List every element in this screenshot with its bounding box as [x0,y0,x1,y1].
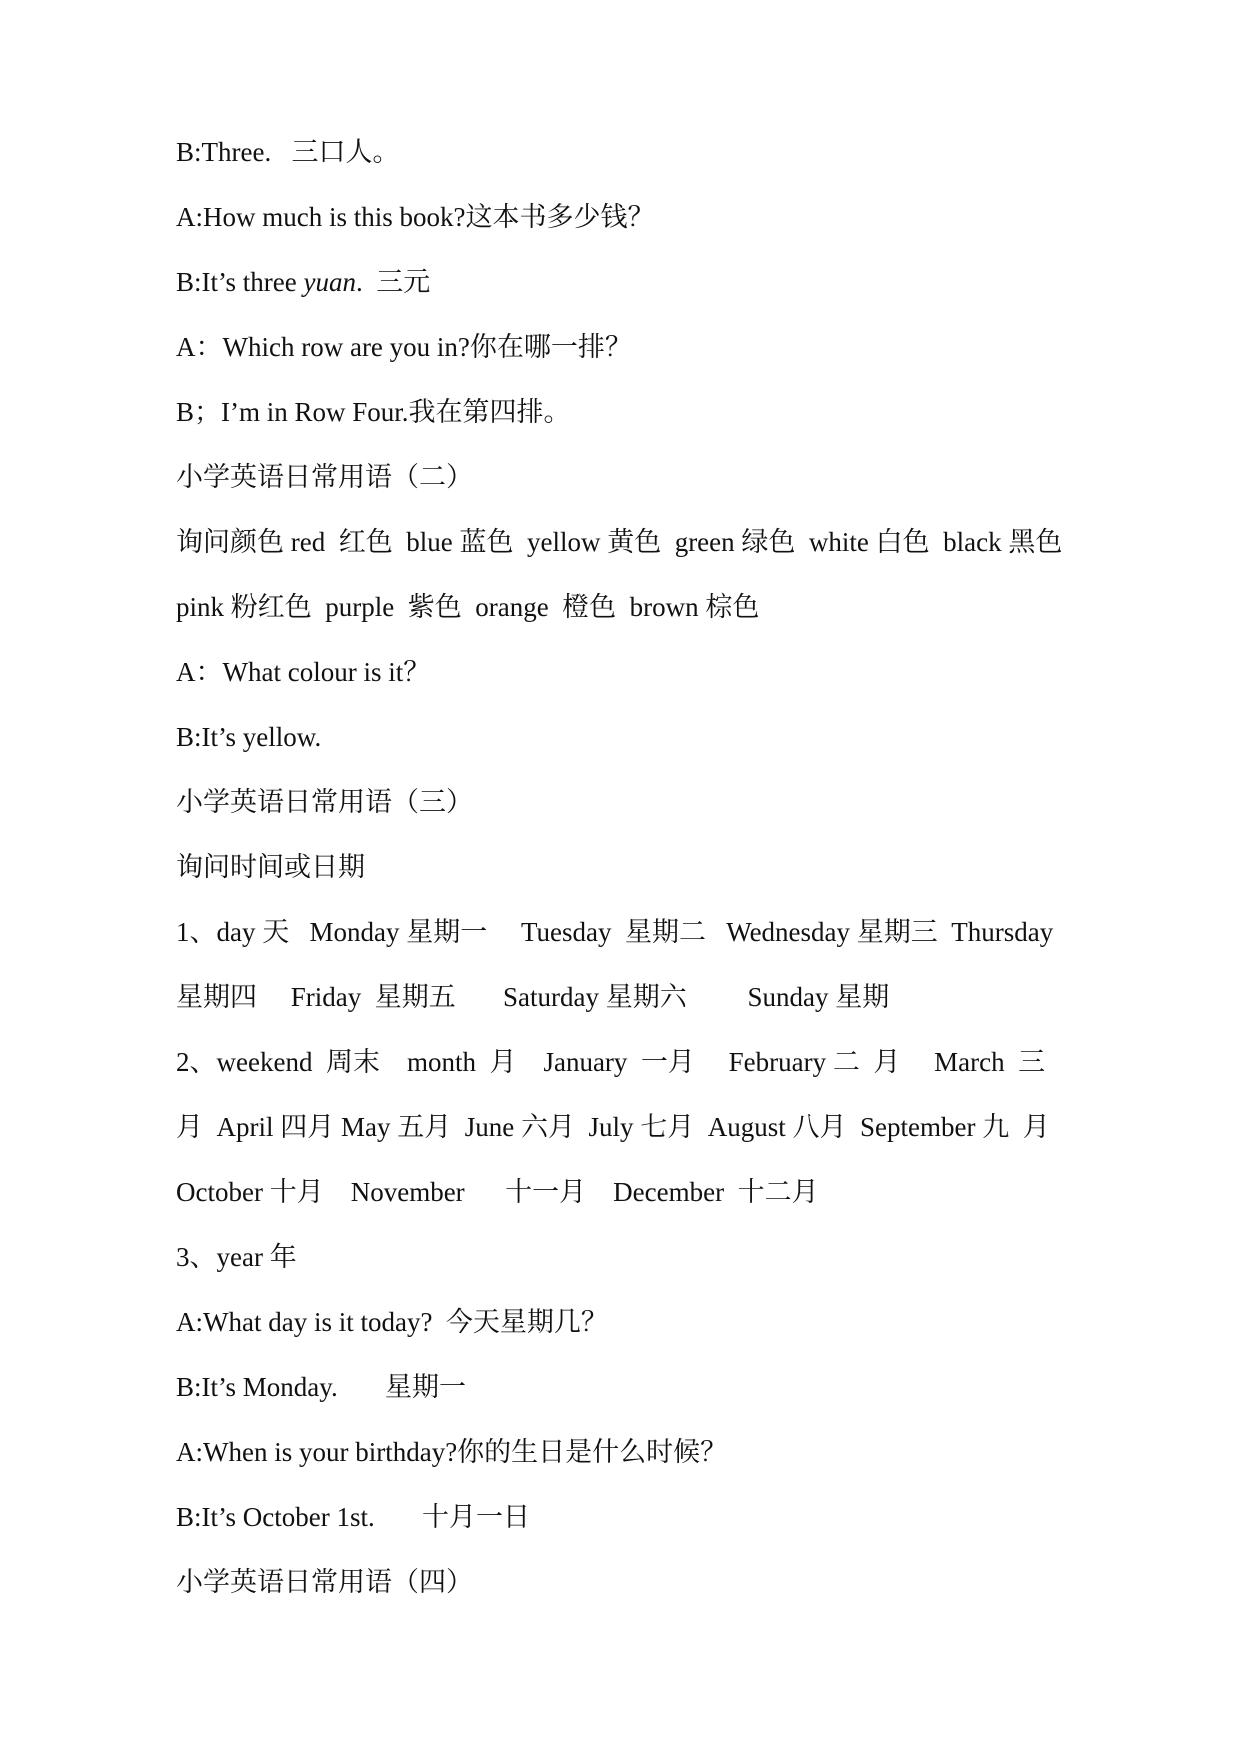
text-segment: B:Three. 三口人。 [176,137,400,167]
text-line [176,1355,1166,1420]
text-line [176,120,1166,185]
text-line [176,1225,1166,1290]
text-segment: 小学英语日常用语（四） [176,1567,473,1597]
text-segment: 询问颜色 red 红色 blue 蓝色 yellow 黄色 green 绿色 white 白色 black 黑色 [176,527,1063,557]
text-segment: B:It’s three [176,267,304,297]
text-segment: A:How much is this book?这本书多少钱？ [176,202,655,232]
text-segment: . 三元 [355,267,431,297]
text-segment: B；I’m in Row Four.我在第四排。 [176,397,571,427]
text-segment: 2、weekend 周末 month 月 January 一月 February 二 月 March 三 [176,1047,1046,1077]
text-segment: 询问时间或日期 [176,852,365,882]
text-line [176,185,1166,250]
text-segment: A:When is your birthday?你的生日是什么时候？ [176,1437,728,1467]
text-line [176,900,1166,965]
text-line [176,1095,1166,1160]
text-segment: 1、day 天 Monday 星期一 Tuesday 星期二 Wednesday 星期三 Thursday [176,917,1054,947]
section-heading [176,445,1166,510]
text-segment: October 十月 November 十一月 December 十二月 [176,1177,819,1207]
text-line [176,965,1166,1030]
text-segment: 3、year 年 [176,1242,297,1272]
section-heading [176,770,1166,835]
text-segment: A:What day is it today? 今天星期几？ [176,1307,608,1337]
text-segment: pink 粉红色 purple 紫色 orange 橙色 brown 棕色 [176,592,760,622]
text-line [176,315,1166,380]
text-line [176,1160,1166,1225]
text-segment: B:It’s yellow. [176,722,322,752]
text-line [176,380,1166,445]
text-line [176,1030,1166,1095]
text-line [176,510,1166,575]
text-line [176,1420,1166,1485]
text-line [176,250,1166,315]
text-segment: B:It’s October 1st. 十月一日 [176,1502,530,1532]
text-line [176,640,1166,705]
text-segment: 月 April 四月 May 五月 June 六月 July 七月 August 八月 September 九 月 [176,1112,1050,1142]
text-segment: A：What colour is it？ [176,657,431,687]
text-segment: 小学英语日常用语（三） [176,787,473,817]
text-segment: 星期四 Friday 星期五 Saturday 星期六 Sunday 星期 [176,982,890,1012]
text-segment: 小学英语日常用语（二） [176,462,473,492]
text-line [176,1485,1166,1550]
text-line [176,1290,1166,1355]
text-line [176,835,1166,900]
text-segment: B:It’s Monday. 星期一 [176,1372,466,1402]
text-line [176,575,1166,640]
section-heading [176,1550,1166,1615]
document-body [176,120,1166,1615]
text-line [176,705,1166,770]
italic-term: yuan [303,267,356,297]
text-segment: A：Which row are you in?你在哪一排？ [176,332,632,362]
